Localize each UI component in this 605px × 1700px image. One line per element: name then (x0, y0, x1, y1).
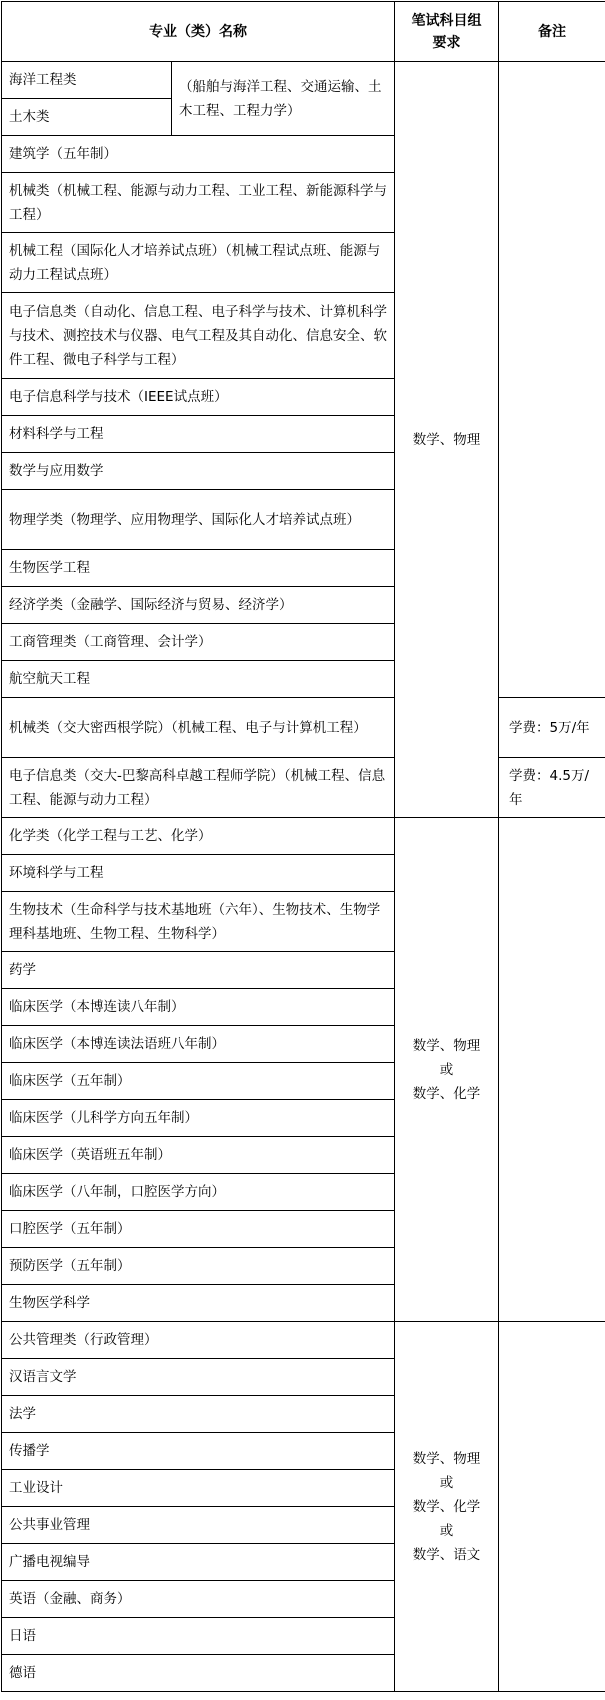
major-name: 临床医学（儿科学方向五年制） (2, 1100, 395, 1137)
header-note: 备注 (499, 2, 605, 62)
major-name: 口腔医学（五年制） (2, 1211, 395, 1248)
major-name: 生物技术（生命科学与技术基地班（六年）、生物技术、生物学理科基地班、生物工程、生物科学） (2, 892, 395, 952)
note-fee-1: 学费：5万/年 (499, 698, 605, 758)
subject-group-1-line: 数学、物理 (412, 431, 481, 448)
subject-group-2-line: 数学、化学 (412, 1085, 481, 1102)
major-name: 电子信息类（交大-巴黎高科卓越工程师学院）（机械工程、信息工程、能源与动力工程） (2, 758, 395, 818)
major-name: 公共事业管理 (2, 1507, 395, 1544)
major-name: 传播学 (2, 1433, 395, 1470)
table-row (2, 1322, 605, 1359)
major-name: 化学类（化学工程与工艺、化学） (2, 818, 395, 855)
major-name: 公共管理类（行政管理） (2, 1322, 395, 1359)
major-name: 机械类（机械工程、能源与动力工程、工业工程、新能源科学与工程） (2, 173, 395, 233)
header-subject-line: 笔试科目组 (411, 12, 482, 29)
major-name: 工业设计 (2, 1470, 395, 1507)
major-name: 临床医学（八年制，口腔医学方向） (2, 1174, 395, 1211)
header-name: 专业（类）名称 (2, 2, 395, 62)
table-row (2, 758, 605, 818)
subject-group-3-line: 数学、化学 (412, 1498, 481, 1515)
major-name: 广播电视编导 (2, 1544, 395, 1581)
major-name: 材料科学与工程 (2, 416, 395, 453)
major-name: 工商管理类（工商管理、会计学） (2, 624, 395, 661)
major-name: 临床医学（本博连读八年制） (2, 989, 395, 1026)
header-subject (395, 2, 499, 62)
major-name: 机械类（交大密西根学院）（机械工程、电子与计算机工程） (2, 698, 395, 758)
table-row (2, 698, 605, 758)
major-name: 生物医学科学 (2, 1285, 395, 1322)
note-empty-2 (499, 818, 605, 1322)
major-name: 日语 (2, 1618, 395, 1655)
major-name: 海洋工程类 (2, 62, 172, 99)
major-name: 临床医学（本博连读法语班八年制） (2, 1026, 395, 1063)
header-row (2, 2, 605, 62)
major-name: 电子信息科学与技术（IEEE试点班） (2, 379, 395, 416)
subject-group-3-line: 数学、物理 (412, 1450, 481, 1467)
major-name: 临床医学（五年制） (2, 1063, 395, 1100)
table-row (2, 62, 605, 99)
note-empty-1 (499, 62, 605, 698)
subject-group-3-line: 或 (439, 1522, 454, 1539)
major-name: 法学 (2, 1396, 395, 1433)
subject-group-1 (395, 62, 499, 818)
major-name: 土木类 (2, 99, 172, 136)
major-name: 预防医学（五年制） (2, 1248, 395, 1285)
major-name: 英语（金融、商务） (2, 1581, 395, 1618)
major-name: 临床医学（英语班五年制） (2, 1137, 395, 1174)
major-name: 电子信息类（自动化、信息工程、电子科学与技术、计算机科学与技术、测控技术与仪器、电气工程及其自动化、信息安全、软件工程、微电子科学与工程） (2, 293, 395, 379)
subject-group-3-line: 数学、语文 (412, 1546, 481, 1563)
major-name: 航空航天工程 (2, 661, 395, 698)
major-merged-subtitle: （船舶与海洋工程、交通运输、土木工程、工程力学） (172, 62, 395, 136)
subject-group-2 (395, 818, 499, 1322)
major-name: 环境科学与工程 (2, 855, 395, 892)
subject-group-2-line: 或 (439, 1061, 454, 1078)
major-name: 数学与应用数学 (2, 453, 395, 490)
table-row (2, 818, 605, 855)
major-name: 德语 (2, 1655, 395, 1692)
major-name: 生物医学工程 (2, 550, 395, 587)
subject-group-3 (395, 1322, 499, 1692)
note-empty-3 (499, 1322, 605, 1692)
major-name: 机械工程（国际化人才培养试点班）（机械工程试点班、能源与动力工程试点班） (2, 233, 395, 293)
major-name: 汉语言文学 (2, 1359, 395, 1396)
major-name: 物理学类（物理学、应用物理学、国际化人才培养试点班） (2, 490, 395, 550)
major-name: 药学 (2, 952, 395, 989)
subject-group-3-line: 或 (439, 1474, 454, 1491)
major-name: 经济学类（金融学、国际经济与贸易、经济学） (2, 587, 395, 624)
subject-group-2-line: 数学、物理 (412, 1037, 481, 1054)
major-name: 建筑学（五年制） (2, 136, 395, 173)
major-requirements-table (1, 1, 605, 1692)
note-fee-2: 学费：4.5万/年 (499, 758, 605, 818)
header-subject-line: 要求 (432, 34, 461, 51)
